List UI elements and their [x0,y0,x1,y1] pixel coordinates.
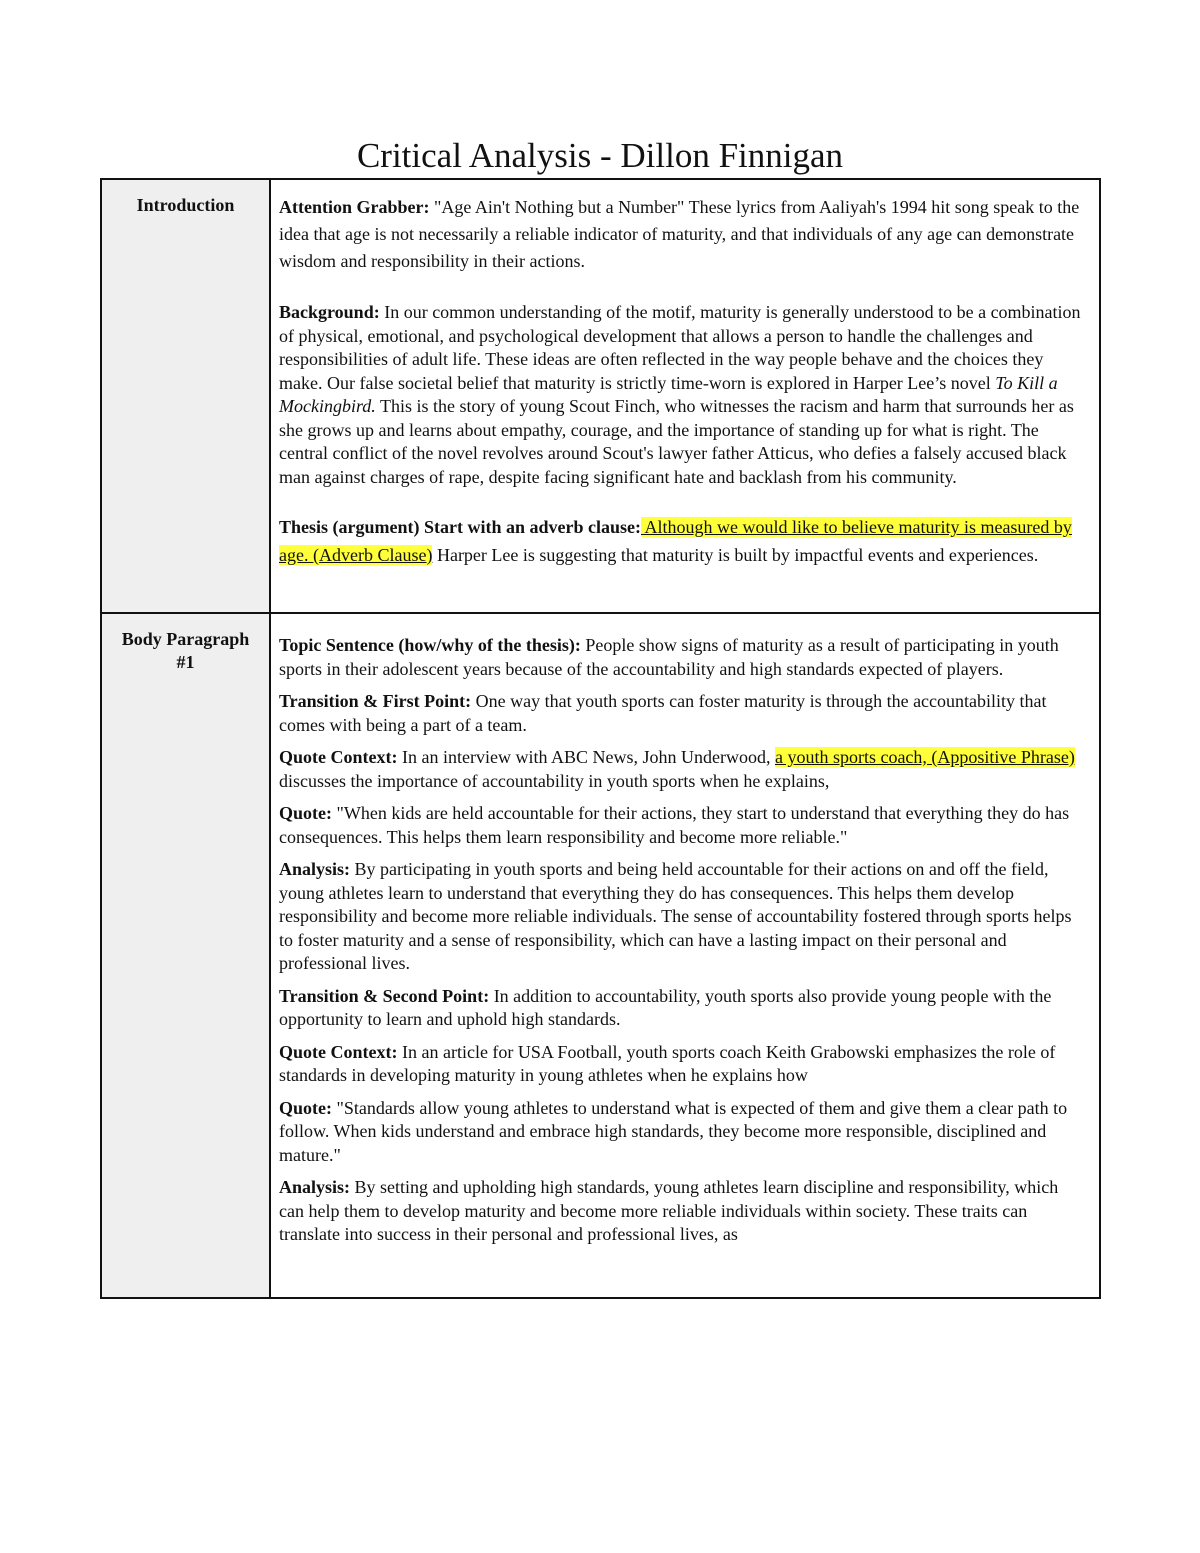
quote-context-2-heading: Quote Context: [279,1041,398,1062]
analysis-1-paragraph [279,858,1085,976]
analysis-1-text: By participating in youth sports and being held accountable for their actions on and off the field, young athletes learn to understand that everything they do has consequences. This helps them develop responsibility and become more reliable individuals. The sense of accountability fostered through sports helps to foster maturity and a sense of responsibility, which can have a lasting impact on their personal and professional lives. [279,859,1072,973]
analysis-2-paragraph [279,1176,1085,1247]
introduction-label-cell [101,179,270,613]
thesis-highlighted-clause: Although we would like to believe maturity is measured by age. (Adverb Clause) [279,517,1072,565]
topic-sentence-paragraph [279,634,1085,681]
topic-sentence-heading: Topic Sentence (how/why of the thesis): [279,635,581,655]
document-title: Critical Analysis - Dillon Finnigan [356,136,844,175]
first-point-text: One way that youth sports can foster maturity is through the accountability that comes with being a part of a team. [279,691,1047,735]
analysis-1-heading: Analysis: [279,859,351,879]
background-text-before: In our common understanding of the motif, maturity is generally understood to be a combination of physical, emotional, and psychological development that allows a person to handle the challenges and responsibilities of adult life. These ideas are often reflected in the way people behave and the choices they make. Our false societal belief that maturity is strictly time-worn is explored in Harper Lee’s novel [279,302,1081,393]
quote-1-paragraph [279,802,1085,849]
attention-grabber-heading: Attention Grabber: [279,197,430,217]
quote-context-1-heading: Quote Context: [279,747,398,767]
introduction-content-cell [270,179,1100,613]
appositive-phrase-highlight: a youth sports coach, (Appositive Phrase) [774,747,1075,767]
thesis-heading: Thesis (argument) Start with an adverb clause: [279,517,641,537]
body-paragraph-1-row [101,613,1100,1298]
first-point-paragraph [279,690,1085,737]
quote-context-1-text-before: In an interview with ABC News, John Underwood, [397,747,775,767]
topic-sentence-text: People show signs of maturity as a result of participating in youth sports in their adolescent years because of the accountability and high standards expected of players. [279,635,1059,679]
quote-1-heading: Quote: [279,803,332,823]
quote-context-1-text-after: discusses the importance of accountability in youth sports when he explains, [279,770,830,791]
introduction-row [101,179,1100,613]
analysis-2-text: By setting and upholding high standards, young athletes learn discipline and responsibility, which can help them to develop maturity and become more reliable individuals within society. These traits can translate into success in their personal and professional lives, as [279,1177,1059,1244]
quote-context-2-paragraph [279,1041,1085,1088]
thesis-paragraph [279,513,1085,569]
attention-grabber-text: "Age Ain't Nothing but a Number" These lyrics from Aaliyah's 1994 hit song speak to the idea that age is not necessarily a reliable indicator of maturity, and that individuals of any age can demonstrate wisdom and responsibility in their actions. [279,197,1080,271]
quote-2-text: "Standards allow young athletes to understand what is expected of them and give them a clear path to follow. When kids understand and embrace high standards, they become more responsible, disciplined and mature." [279,1097,1068,1165]
second-point-paragraph [279,985,1085,1032]
attention-grabber-paragraph [279,194,1085,275]
background-heading: Background: [279,302,380,322]
novel-title: To Kill a Mockingbird. [279,372,1058,416]
outline-table [100,178,1101,1299]
quote-context-1-paragraph [279,746,1085,793]
body-paragraph-1-content-cell [270,613,1100,1298]
analysis-2-heading: Analysis: [279,1177,351,1197]
second-point-text: In addition to accountability, youth sports also provide young people with the opportunity to learn and uphold high standards. [279,985,1052,1029]
body-paragraph-label: Body Paragraph [121,629,250,649]
background-paragraph [279,301,1085,489]
quote-1-text: "When kids are held accountable for their actions, they start to understand that everything they do has consequences. This helps them learn responsibility and become more reliable." [279,803,1070,847]
second-point-heading: Transition & Second Point: [279,985,490,1006]
body-paragraph-number: #1 [176,652,195,672]
introduction-label: Introduction [136,195,235,215]
quote-2-heading: Quote: [279,1097,332,1118]
thesis-text: Harper Lee is suggesting that maturity is built by impactful events and experiences. [432,545,1039,565]
body-paragraph-1-label-cell [101,613,270,1298]
quote-2-paragraph [279,1097,1085,1168]
first-point-heading: Transition & First Point: [279,691,472,711]
quote-context-2-text: In an article for USA Football, youth sports coach Keith Grabowski emphasizes the role of standards in developing maturity in young athletes when he explains how [279,1041,1056,1085]
background-text-after: This is the story of young Scout Finch, who witnesses the racism and harm that surrounds her as she grows up and learns about empathy, courage, and the importance of standing up for what is right. The central conflict of the novel revolves around Scout's lawyer father Atticus, who defies a falsely accused black man against charges of rape, despite facing significant hate and backlash from his community. [279,396,1074,487]
